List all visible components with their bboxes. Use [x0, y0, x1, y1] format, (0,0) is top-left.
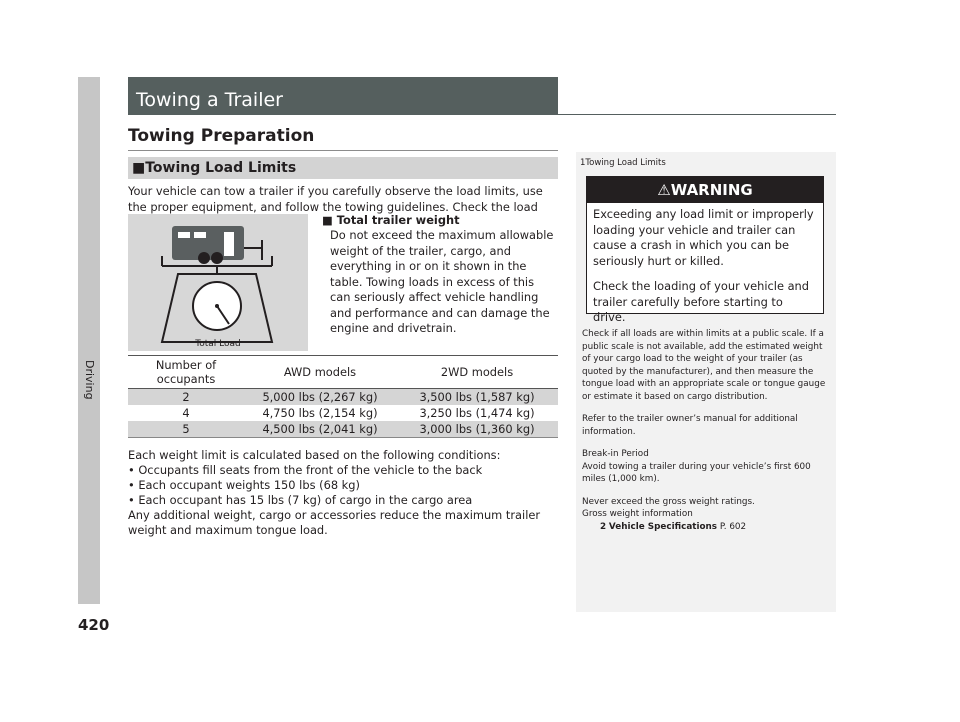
- warning-box: [586, 176, 824, 324]
- warning-icon: ⚠: [657, 181, 671, 199]
- scale-note: Check if all loads are within limits at a public scale. If a public scale is not available, add the estimated weight of your cargo load to the weight of your trailer (as quoted by the manufacturer), and then measure the tongue load with an appropriate scale or tongue gauge or estimate it based on cargo distribution.: [582, 329, 826, 402]
- warning-label: WARNING: [670, 181, 753, 199]
- intro-paragraph: Your vehicle can tow a trailer if you carefully observe the load limits, use the proper equipment, and follow the towing guidelines. Check the load: [128, 184, 543, 214]
- table-row: [128, 405, 558, 421]
- section-rule: [128, 150, 558, 151]
- table-cell: 3,000 lbs (1,360 kg): [396, 421, 558, 438]
- table-cell: 4,750 lbs (2,154 kg): [262, 406, 378, 420]
- table-header-row: [128, 356, 558, 389]
- side-label-driving: Driving: [83, 360, 96, 400]
- conditions-list: [128, 463, 560, 508]
- bullet-text: Occupants fill seats from the front of the vehicle to the back: [138, 463, 483, 477]
- conditions-block: [128, 448, 560, 538]
- notes-title-marker: 1: [580, 158, 586, 168]
- spec-reference-link[interactable]: [582, 522, 746, 532]
- table-header-2wd: 2WD models: [396, 356, 558, 389]
- total-trailer-weight-heading: [322, 213, 460, 227]
- banner-rule: [558, 114, 836, 115]
- page-number: 420: [78, 616, 110, 634]
- gross-note: [582, 496, 832, 534]
- reference-title: Vehicle Specifications: [608, 521, 718, 532]
- table-cell: 3,500 lbs (1,587 kg): [396, 389, 558, 406]
- notes-title: [580, 158, 666, 168]
- conditions-lead: Each weight limit is calculated based on the following conditions:: [128, 448, 501, 462]
- warning-text: [587, 203, 823, 340]
- bullet: •: [128, 493, 135, 507]
- towing-load-limits-heading: [128, 157, 558, 179]
- towing-limits-table: [128, 355, 558, 438]
- heading-marker: ■: [132, 160, 146, 176]
- table-cell: 3,250 lbs (1,474 kg): [419, 406, 535, 420]
- warning-header: [587, 177, 823, 203]
- bullet-text: Each occupant weights 150 lbs (68 kg): [138, 478, 360, 492]
- notes-panel: [576, 152, 836, 612]
- reference-page: P. 602: [719, 521, 747, 532]
- breakin-note: [582, 448, 832, 486]
- bullet-text: Each occupant has 15 lbs (7 kg) of cargo in the cargo area: [138, 493, 473, 507]
- bullet: •: [128, 478, 135, 492]
- list-item: [128, 478, 560, 493]
- bullet: •: [128, 463, 135, 477]
- side-tab: [78, 77, 100, 604]
- chapter-title: Towing a Trailer: [128, 77, 558, 115]
- breakin-title: Break-in Period: [582, 449, 649, 459]
- scale-trailer-icon: [128, 214, 308, 351]
- warning-paragraph: Check the loading of your vehicle and trailer carefully before starting to drive.: [593, 279, 810, 324]
- table-cell: 5: [128, 421, 244, 438]
- gross-info: Gross weight information: [582, 509, 693, 519]
- table-row: [128, 421, 558, 438]
- breakin-text: Avoid towing a trailer during your vehicle’s first 600 miles (1,000 km).: [582, 461, 811, 484]
- reference-arrow-icon: 2: [600, 521, 607, 532]
- section-title: Towing Preparation: [128, 126, 315, 146]
- gross-text: Never exceed the gross weight ratings.: [582, 496, 755, 507]
- list-item: [128, 463, 560, 478]
- table-header-occupants: Number of occupants: [128, 356, 244, 389]
- heading-text: Towing Load Limits: [145, 160, 297, 176]
- manual-note: Refer to the trailer owner’s manual for additional information.: [582, 414, 798, 437]
- item-heading-text: Total trailer weight: [336, 213, 460, 227]
- table-cell: 4,500 lbs (2,041 kg): [244, 421, 396, 438]
- table-header-awd: AWD models: [244, 356, 396, 389]
- warning-paragraph: Exceeding any load limit or improperly loading your vehicle and trailer can cause a crash in which you can be seriously hurt or killed.: [593, 207, 814, 268]
- notes-text: [582, 328, 832, 543]
- item-marker: ■: [322, 213, 333, 227]
- notes-title-text: Towing Load Limits: [585, 158, 666, 168]
- table-cell: 2: [128, 389, 244, 406]
- illustration-label: Total Load: [195, 339, 241, 349]
- table-cell: 5,000 lbs (2,267 kg): [244, 389, 396, 406]
- total-load-illustration: [128, 214, 308, 351]
- total-trailer-weight-body: Do not exceed the maximum allowable weight of the trailer, cargo, and everything in or on it shown in the table. Towing loads in excess of this can seriously affect vehicle handling and performance and can damage the engine and drivetrain.: [330, 228, 554, 335]
- list-item: [128, 493, 560, 508]
- table-cell: 4: [182, 406, 190, 420]
- conditions-closing: Any additional weight, cargo or accessories reduce the maximum trailer weight and maximum tongue load.: [128, 508, 541, 537]
- table-row: [128, 389, 558, 406]
